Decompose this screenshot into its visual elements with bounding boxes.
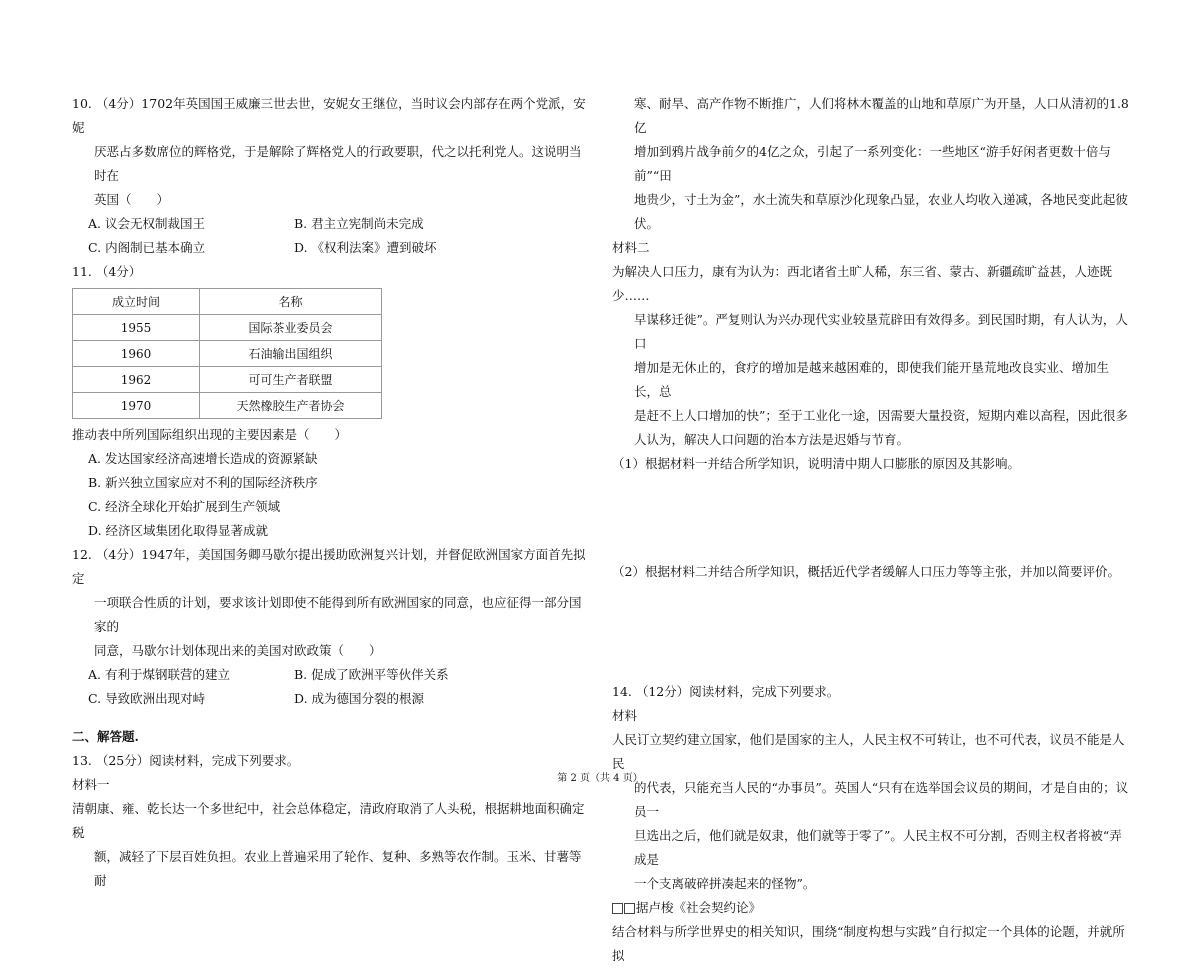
table-row bbox=[73, 393, 382, 419]
table-row bbox=[73, 341, 382, 367]
q13-material2-line5: 人认为，解决人口问题的治本方法是迟婚与节育。 bbox=[634, 432, 910, 447]
table-row bbox=[73, 315, 382, 341]
q10-stem-line2: 厌恶占多数席位的辉格党，于是解除了辉格党人的行政要职，代之以托利党人。这说明当时在 bbox=[94, 144, 582, 183]
q11-table-header bbox=[73, 289, 382, 315]
q13-subquestion1: （1）根据材料一并结合所学知识，说明清中期人口膨胀的原因及其影响。 bbox=[612, 456, 1020, 471]
q11-header-name: 名称 bbox=[200, 289, 382, 315]
q13-stem: 13. （25分）阅读材料，完成下列要求。 bbox=[72, 753, 300, 768]
q10-option-a: A. 议会无权制裁国王 bbox=[88, 216, 205, 231]
q11-option-b: B. 新兴独立国家应对不利的国际经济秩序 bbox=[88, 475, 318, 490]
q13-material2-line3: 增加是无休止的，食疗的增加是越来越困难的，即使我们能开垦荒地改良实业、增加生长，总 bbox=[634, 360, 1110, 399]
q10-option-b: B. 君主立宪制尚未完成 bbox=[294, 216, 424, 231]
q11-cell-year: 1960 bbox=[73, 341, 200, 367]
q10-stem-line1: 10. （4分）1702年英国国王威廉三世去世，安妮女王继位，当时议会内部存在两个党派，安妮 bbox=[72, 96, 586, 135]
q13-material1-line4: 增加到鸦片战争前夕的4亿之众，引起了一系列变化：一些地区“游手好闲者更数十倍与前”“田 bbox=[634, 144, 1111, 183]
q13-material1-line5: 地贵少，寸土为金”，水土流失和草原沙化现象凸显，农业人均收入递减，各地民变此起彼 bbox=[634, 192, 1128, 207]
q13-material2-title: 材料二 bbox=[612, 240, 650, 255]
right-column bbox=[612, 92, 1132, 968]
q11-option-a: A. 发达国家经济高速增长造成的资源紧缺 bbox=[88, 451, 318, 466]
q10-options-row2 bbox=[72, 236, 592, 260]
q10-options-row1 bbox=[72, 212, 592, 236]
q12-stem-line3: 同意，马歇尔计划体现出来的美国对欧政策（ ） bbox=[94, 643, 382, 658]
q11-cell-org: 国际茶业委员会 bbox=[200, 315, 382, 341]
q14-task-line1: 结合材料与所学世界史的相关知识，围绕“制度构想与实践”自行拟定一个具体的论题，并就所拟 bbox=[612, 924, 1125, 963]
q12-stem-line1: 12. （4分）1947年，美国国务卿马歇尔提出援助欧洲复兴计划，并督促欧洲国家方面首先拟定 bbox=[72, 547, 586, 586]
q14-material-line3: 旦选出之后，他们就是奴隶，他们就等于零了”。人民主权不可分割，否则主权者将被“弄成是 bbox=[634, 828, 1122, 867]
q12-option-d: D. 成为德国分裂的根源 bbox=[294, 691, 425, 706]
q12-option-a: A. 有利于煤钢联营的建立 bbox=[88, 667, 230, 682]
answer-space bbox=[612, 584, 1132, 680]
q12-stem-line2: 一项联合性质的计划，要求该计划即使不能得到所有欧洲国家的同意，也应征得一部分国家的 bbox=[94, 595, 582, 634]
q12-options-row1 bbox=[72, 663, 592, 687]
q14-material-title: 材料 bbox=[612, 708, 638, 723]
q11-cell-year: 1962 bbox=[73, 367, 200, 393]
q14-material-line4: 一个支离破碎拼凑起来的怪物”。 bbox=[634, 876, 816, 891]
q11-cell-org: 天然橡胶生产者协会 bbox=[200, 393, 382, 419]
q11-stem: 11. （4分） bbox=[72, 264, 142, 279]
q12-option-c: C. 导致欧洲出现对峙 bbox=[88, 691, 206, 706]
q13-material1-line3: 寒、耐旱、高产作物不断推广，人们将林木覆盖的山地和草原广为开垦，人口从清初的1.8亿 bbox=[634, 96, 1129, 135]
answer-space bbox=[612, 476, 1132, 560]
q13-material1-title: 材料一 bbox=[72, 777, 110, 792]
q11-cell-org: 石油输出国组织 bbox=[200, 341, 382, 367]
q11-option-d: D. 经济区域集团化取得显著成就 bbox=[88, 523, 269, 538]
missing-glyph-icon bbox=[612, 903, 623, 914]
q12-option-b: B. 促成了欧洲平等伙伴关系 bbox=[294, 667, 449, 682]
q11-option-c: C. 经济全球化开始扩展到生产领域 bbox=[88, 499, 281, 514]
q13-material1-line6: 伏。 bbox=[634, 216, 660, 231]
section-title: 二、解答题. bbox=[72, 729, 139, 744]
q13-subquestion2: （2）根据材料二并结合所学知识，概括近代学者缓解人口压力等等主张，并加以简要评价。 bbox=[612, 564, 1120, 579]
q13-material1-line1: 清朝康、雍、乾长达一个多世纪中，社会总体稳定，清政府取消了人头税，根据耕地面积确定税 bbox=[72, 801, 585, 840]
q12-options-row2 bbox=[72, 687, 592, 711]
q13-material2-line4: 是赶不上人口增加的快”；至于工业化一途，因需要大量投资，短期内难以高程，因此很多 bbox=[634, 408, 1128, 423]
q11-cell-year: 1970 bbox=[73, 393, 200, 419]
page-footer: 第 2 页（共 4 页） bbox=[557, 773, 643, 784]
q13-material2-line1: 为解决人口压力，康有为认为：西北诸省土旷人稀，东三省、蒙古、新疆疏旷益甚，人迹既少…… bbox=[612, 264, 1113, 303]
table-row bbox=[73, 367, 382, 393]
q13-material1-line2: 额，减轻了下层百姓负担。农业上普遍采用了轮作、复种、多熟等农作制。玉米、甘薯等耐 bbox=[94, 849, 582, 888]
q11-question: 推动表中所列国际组织出现的主要因素是（ ） bbox=[72, 427, 348, 442]
q10-option-d: D. 《权利法案》遭到破坏 bbox=[294, 240, 437, 255]
q13-material2-line2: 早谋移迁徙”。严复则认为兴办现代实业较垦荒辟田有效得多。到民国时期，有人认为，人口 bbox=[634, 312, 1128, 351]
q10-stem-line3: 英国（ ） bbox=[94, 192, 170, 207]
q10-option-c: C. 内阁制已基本确立 bbox=[88, 240, 206, 255]
q14-source bbox=[612, 896, 1132, 920]
q14-material-line1: 人民订立契约建立国家，他们是国家的主人，人民主权不可转让，也不可代表，议员不能是人民 bbox=[612, 732, 1125, 771]
q11-header-time: 成立时间 bbox=[73, 289, 200, 315]
q11-table bbox=[72, 288, 382, 419]
q14-source-text: 据卢梭《社会契约论》 bbox=[636, 900, 762, 915]
q14-material-line2: 的代表，只能充当人民的“办事员”。英国人“只有在选举国会议员的期间，才是自由的；议员一 bbox=[634, 780, 1129, 819]
missing-glyph-icon bbox=[624, 903, 635, 914]
q11-cell-year: 1955 bbox=[73, 315, 200, 341]
q11-cell-org: 可可生产者联盟 bbox=[200, 367, 382, 393]
q14-stem: 14. （12分）阅读材料，完成下列要求。 bbox=[612, 684, 840, 699]
